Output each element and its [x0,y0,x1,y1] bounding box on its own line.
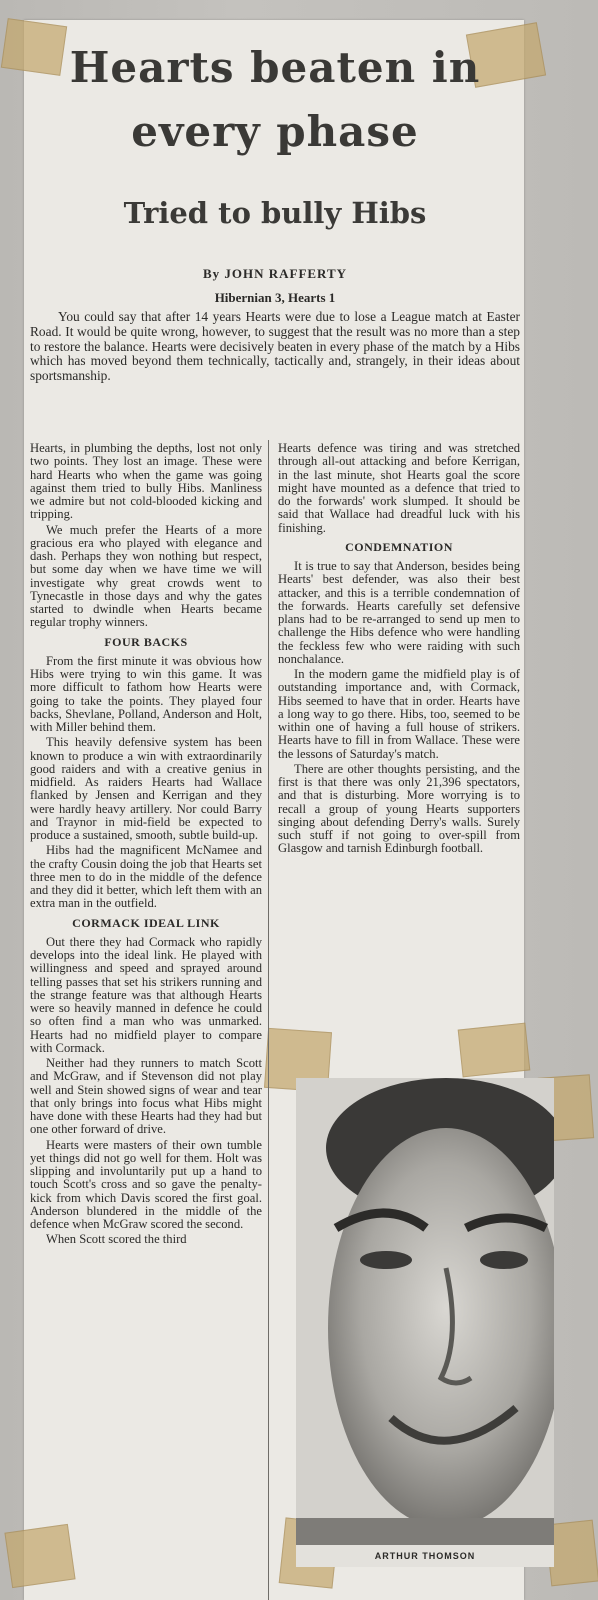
left-paragraph-5: Hibs had the magnificent McNamee and the crafty Cousin doing the job that Hearts set three men to do in the middle of the defence and they did it better, which left them with an extra man in the outfield. [30,843,262,911]
right-column [278,442,520,858]
headline-line-1: Hearts beaten in [69,43,481,92]
photo-caption: ARTHUR THOMSON [296,1545,554,1567]
subheading-four-backs: FOUR BACKS [104,634,188,649]
left-paragraph-7: Neither had they runners to match Scott and McGraw, and if Stevenson did not play well and Stein showed signs of wear and tear that only brings into focus what Hibs might have done with these Hearts had they had but one other forward of drive. [30,1056,262,1137]
left-paragraph-1: Hearts, in plumbing the depths, lost not only two points. They lost an image. These were hard Hearts who when the game was going against them tried to bully Hibs. Manliness we admire but not cold-blooded kicking and tripping. [30,441,262,522]
byline: By JOHN RAFFERTY [202,266,348,281]
tape-bottom-left [4,1524,75,1588]
left-paragraph-2: We much prefer the Hearts of a more gracious era who played with elegance and dash. Perhaps they won nothing but respect, but some day when we have time we will investigate why great crowds went to Tynecastle in those days and why the gates started to dwindle when Hearts became regular trophy winners. [30,522,262,630]
left-column [30,442,262,1249]
right-paragraph-1: Hearts defence was tiring and was stretched through all-out attacking and before Kerrigan, in the last minute, shot Hearts goal the score might have mounted as a defence that tried to do the forwards' work slumped. It should be said that Wallace had dreadful luck with his finishing. [278,441,520,535]
right-paragraph-4: There are other thoughts persisting, and the first is that there was only 21,396 spectators, and that is disturbing. More worrying is to recall a group of young Hearts supporters singing about defending Derry's walls. Surely such stuff if not going to over-spill from Glasgow and tarnish Edinburgh football. [278,761,520,856]
subheading-cormack-ideal-link: CORMACK IDEAL LINK [72,915,220,930]
match-result: Hibernian 3, Hearts 1 [214,290,336,305]
left-paragraph-9: When Scott scored the third [46,1232,187,1247]
intro-paragraph: You could say that after 14 years Hearts were due to lose a League match at Easter Road. It would be quite wrong, however, to suggest that the result was no more than a step to restore the balance. Hearts were decisively beaten in every phase of the match by a Hibs which has moved beyond them technically, tactically and, strangely, in their ideas about sportsmanship. [30,309,520,384]
headline-line-2: every phase [131,107,419,156]
right-paragraph-3: In the modern game the midfield play is of outstanding importance and, with Cormack, Hibs seemed to have that in order. Hearts have a long way to go there. Hibs, too, seemed to be within one of having a full house of strikers. Hearts have to fill in from Wallace. These were the lessons of Saturday's match. [278,667,520,761]
right-paragraph-2: It is true to say that Anderson, besides being Hearts' best defender, was also their best attacker, and this is a terrible condemnation of the forwards. Hearts carefully set defensive plans had to be re-arranged to send up men to challenge the Hibs defence who were handling the feckless few who were raiding with such nonchalance. [278,559,520,666]
column-divider [268,440,269,1600]
portrait-photo [296,1078,554,1562]
left-paragraph-4: This heavily defensive system has been known to produce a win with extraordinarily good raiders and with a creative genius in midfield. As raiders Hearts had Wallace flanked by Jensen and Kerrigan and they were hardly heavy artillery. Nor could Barry and Traynor in mid-field be expected to produce a sustained, smooth, subtle build-up. [30,735,262,842]
left-paragraph-6: Out there they had Cormack who rapidly develops into the ideal link. He played with willingness and speed and sprayed around telling passes that set his strikers running and the strange feature was that although Hearts were so heavily manned in defence he could so often find a man who was unmarked. Hearts had no midfield player to compare with Cormack. [30,934,262,1055]
left-paragraph-8: Hearts were masters of their own tumble yet things did not go well for them. Holt was slipping and involuntarily put up a hand to touch Scott's cross and so gave the penalty-kick from which Davis scored the first goal. Anderson blundered in the middle of the defence when McGraw scored the second. [30,1137,262,1231]
portrait-illustration [296,1078,554,1562]
subheading-condemnation: CONDEMNATION [345,539,453,554]
left-paragraph-3: From the first minute it was obvious how Hibs were trying to win this game. It was more difficult to fathom how Hearts were going to take the points. They played four backs, Shevlane, Polland, Anderson and Holt, with Miller behind them. [30,653,262,734]
subheadline: Tried to bully Hibs [123,196,427,230]
tape-mid-right [458,1023,531,1078]
